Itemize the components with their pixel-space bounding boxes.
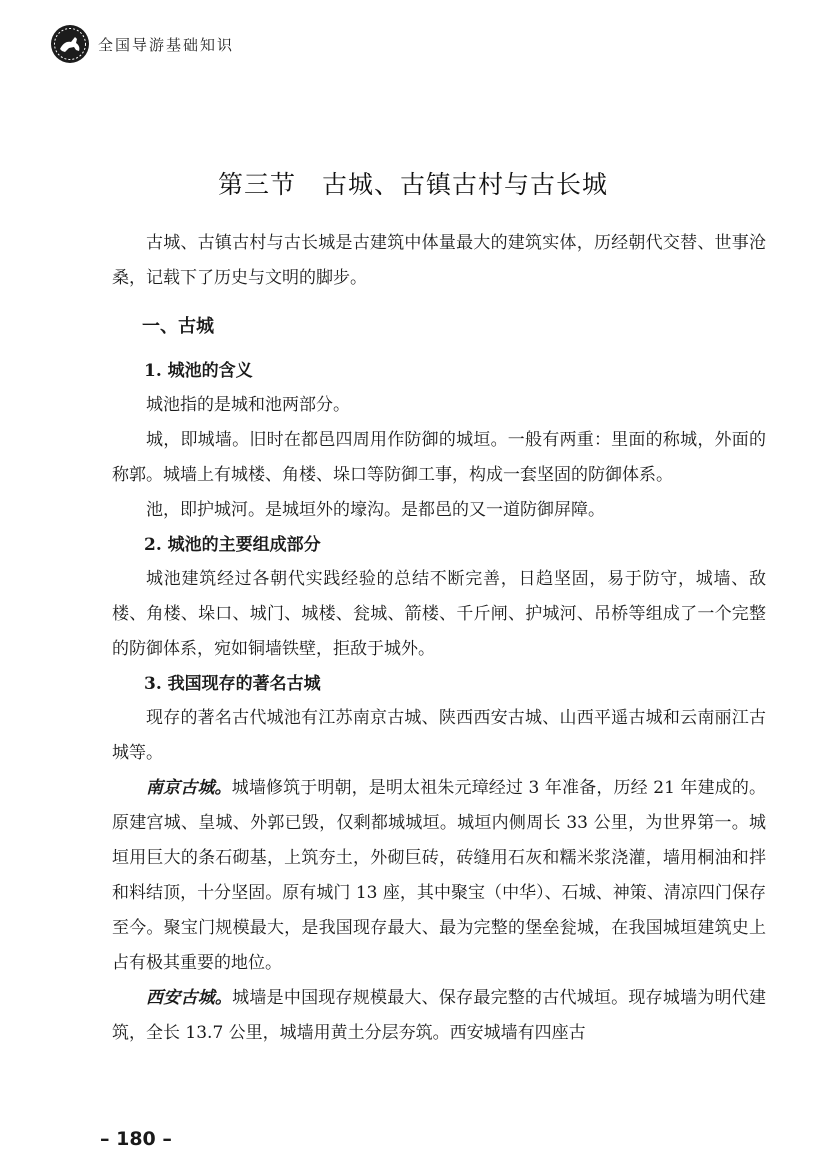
paragraph-nanjing (112, 771, 766, 981)
page-number: – 180 – (100, 1128, 172, 1150)
horse-emblem-icon (50, 24, 90, 64)
body-text (112, 226, 766, 1051)
paragraph: 城池指的是城和池两部分。 (146, 395, 350, 415)
intro-paragraph: 古城、古镇古村与古长城是古建筑中体量最大的建筑实体，历经朝代交替、世事沧桑，记载下了历史与文明的脚步。 (112, 233, 766, 288)
lead-nanjing: 南京古城。 (146, 778, 232, 798)
heading-city-components: 2. 城池的主要组成部分 (144, 535, 321, 555)
text-nanjing: 城墙修筑于明朝，是明太祖朱元璋经过 3 年准备，历经 21 年建成的。原建宫城、皇城、外郭已毁，仅剩都城城垣。城垣内侧周长 33 公里，为世界第一。城垣用巨大的条石砌基，上筑夯土，外砌巨砖，砖缝用石灰和糯米浆浇灌，墙用桐油和拌和料结顶，十分坚固。原有城门 13 座，其中聚宝（中华）、石城、神策、清凉四门保存至今。聚宝门规模最大，是我国现存最大、最为完整的堡垒瓮城，在我国城垣建筑史上占有极其重要的地位。 (112, 778, 767, 973)
book-title: 全国导游基础知识 (98, 35, 235, 54)
section-title-text: 古城、古镇古村与古长城 (322, 169, 609, 199)
paragraph: 城，即城墙。旧时在都邑四周用作防御的城垣。一般有两重：里面的称城，外面的称郭。城墙上有城楼、角楼、垛口等防御工事，构成一套坚固的防御体系。 (112, 430, 766, 485)
paragraph: 池，即护城河。是城垣外的壕沟。是都邑的又一道防御屏障。 (146, 500, 605, 520)
paragraph-xian (112, 981, 766, 1051)
text-xian: 城墙是中国现存规模最大、保存最完整的古代城垣。现存城墙为明代建筑，全长 13.7 公里，城墙用黄土分层夯筑。西安城墙有四座古 (112, 988, 767, 1043)
heading-famous-cities: 3. 我国现存的著名古城 (144, 674, 321, 694)
heading-ancient-cities: 一、古城 (142, 316, 214, 337)
lead-xian: 西安古城。 (146, 988, 233, 1008)
paragraph: 现存的著名古代城池有江苏南京古城、陕西西安古城、山西平遥古城和云南丽江古城等。 (112, 708, 766, 763)
running-header (50, 24, 234, 64)
section-number: 第三节 (217, 169, 296, 199)
section-title (0, 165, 826, 201)
heading-city-meaning: 1. 城池的含义 (144, 361, 253, 381)
paragraph: 城池建筑经过各朝代实践经验的总结不断完善，日趋坚固，易于防守，城墙、敌楼、角楼、垛口、城门、城楼、瓮城、箭楼、千斤闸、护城河、吊桥等组成了一个完整的防御体系，宛如铜墙铁壁，拒敌于城外。 (112, 569, 766, 659)
